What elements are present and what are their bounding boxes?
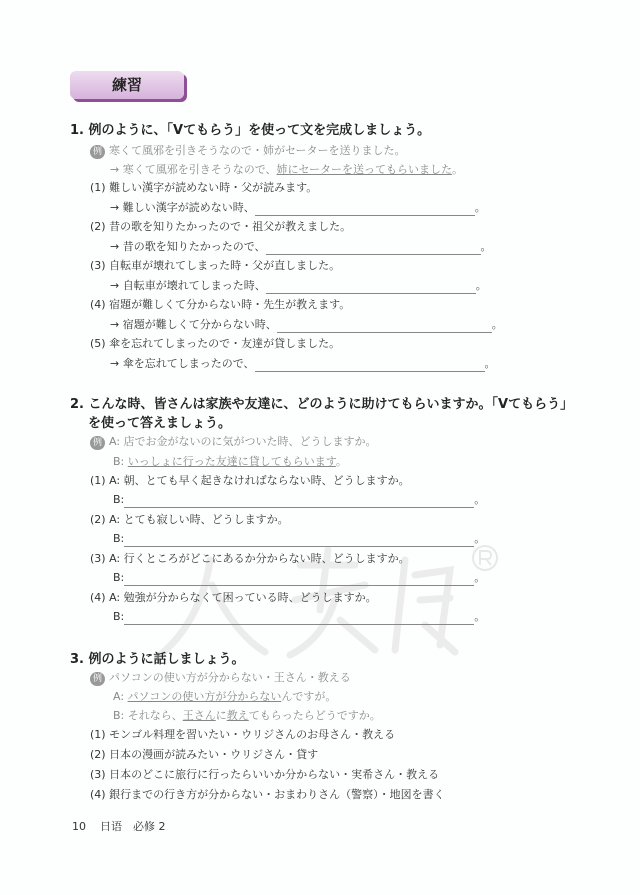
exercise-1-example-answer: → 寒くて風邪を引きそうなので、姉にセーターを送ってもらいました。	[110, 163, 464, 176]
exercise-1-answer-line: → 難しい漢字が読めない時、 。	[110, 201, 486, 214]
exercise-3-item: (3) 日本のどこに旅行に行ったらいいか分からない・実希さん・教える	[90, 768, 440, 781]
answer-blank[interactable]	[124, 495, 474, 508]
page-number: 10	[72, 820, 86, 833]
exercise-2-answer-line: B: 。	[113, 610, 486, 623]
exercise-2-item: (1) A: 朝、とても早く起きなければならない時、どうしますか。	[90, 474, 410, 487]
exercise-1-answer-line: → 傘を忘れてしまったので、 。	[110, 357, 496, 370]
exercise-3-item: (2) 日本の漫画が読みたい・ウリジさん・貸す	[90, 748, 319, 761]
example-badge-icon: 例	[90, 145, 105, 159]
exercise-1-item: (2) 昔の歌を知りたかったので・祖父が教えました。	[90, 220, 352, 233]
example-badge-icon: 例	[90, 436, 105, 450]
answer-blank[interactable]	[266, 242, 481, 255]
example-badge-icon: 例	[90, 672, 105, 686]
exercise-1-item: (5) 傘を忘れてしまったので・友達が貸しました。	[90, 337, 341, 350]
book-title: 日语 必修 2	[100, 820, 166, 833]
exercise-1-answer-line: → 昔の歌を知りたかったので、 。	[110, 240, 492, 253]
answer-blank[interactable]	[255, 203, 475, 216]
exercise-2-item: (3) A: 行くところがどこにあるか分からない時、どうしますか。	[90, 552, 410, 565]
answer-blank[interactable]	[124, 612, 474, 625]
answer-blank[interactable]	[255, 359, 485, 372]
answer-blank[interactable]	[124, 573, 474, 586]
exercise-1-example: 例 寒くて風邪を引きそうなので・姉がセーターを送りました。	[90, 143, 406, 159]
exercise-3-heading: 3. 例のように話しましょう。	[70, 652, 245, 667]
exercise-3-item: (4) 銀行までの行き方が分からない・おまわりさん（警察）・地図を書く	[90, 788, 445, 801]
exercise-1-item: (1) 難しい漢字が読めない時・父が読みます。	[90, 181, 318, 194]
exercise-3-example: 例 パソコンの使い方が分からない・王さん・教える	[90, 670, 351, 686]
exercise-1-answer-line: → 自転車が壊れてしまった時、 。	[110, 279, 487, 292]
answer-blank[interactable]	[124, 534, 474, 547]
exercise-2-heading: 2. こんな時、皆さんは家族や友達に、どのように助けてもらいますか。「Vてもらう」	[70, 397, 574, 412]
exercise-1-heading: 1. 例のように、「Vてもらう」を使って文を完成しましょう。	[70, 123, 431, 138]
exercise-2-answer-line: B: 。	[113, 571, 486, 584]
exercise-3-example-b: B: それなら、王さんに教えてもらったらどうですか。	[113, 709, 381, 722]
exercise-1-item: (3) 自転車が壊れてしまった時・父が直しました。	[90, 259, 341, 272]
exercise-2-answer-line: B: 。	[113, 493, 486, 506]
exercise-3-example-a: A: パソコンの使い方が分からないんですが。	[113, 690, 337, 703]
exercise-2-item: (4) A: 勉強が分からなくて困っている時、どうしますか。	[90, 591, 377, 604]
section-title-tab: 練習	[70, 71, 184, 99]
exercise-1-answer-line: → 宿題が難しくて分からない時、 。	[110, 318, 503, 331]
exercise-3-item: (1) モンゴル料理を習いたい・ウリジさんのお母さん・教える	[90, 728, 396, 741]
exercise-2-answer-line: B: 。	[113, 532, 486, 545]
answer-blank[interactable]	[277, 320, 492, 333]
exercise-2-heading-cont: を使って答えましょう。	[88, 416, 232, 431]
exercise-2-item: (2) A: とても寂しい時、どうしますか。	[90, 513, 289, 526]
answer-blank[interactable]	[266, 281, 476, 294]
exercise-2-example-b: B: いっしょに行った友達に貸してもらいます。	[113, 455, 347, 468]
exercise-1-item: (4) 宿題が難しくて分からない時・先生が教えます。	[90, 298, 351, 311]
exercise-2-example-a: 例 A: 店でお金がないのに気がついた時、どうしますか。	[90, 434, 377, 450]
